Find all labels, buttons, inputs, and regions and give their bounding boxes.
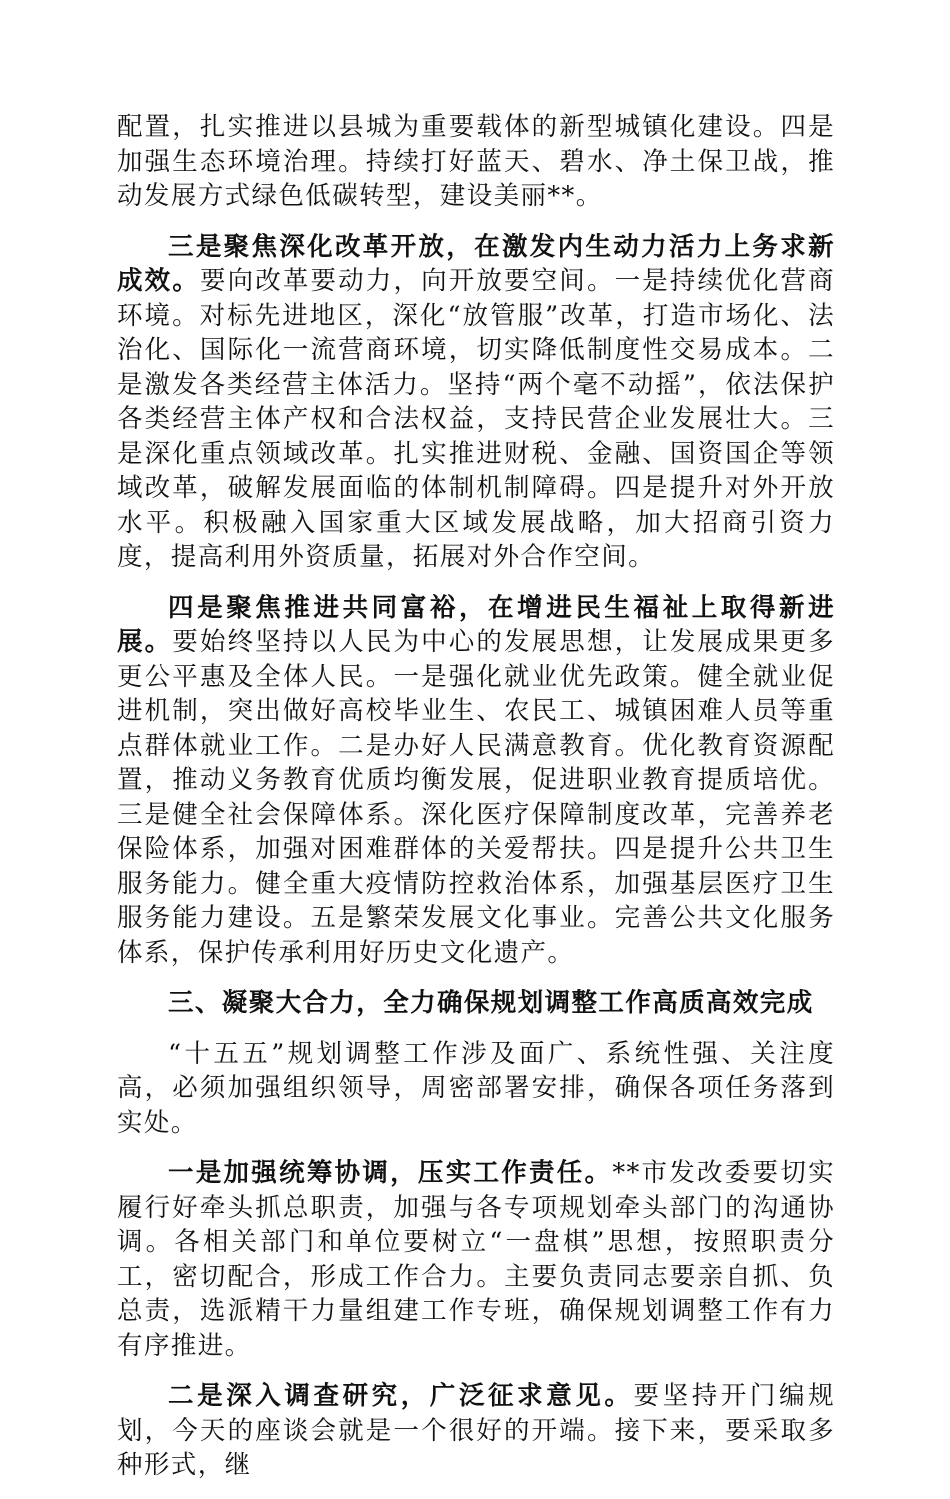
paragraph-text: **市发改委要切实履行好牵头抓总职责，加强与各专项规划牵头部门的沟通协调。各相关部门和单位要树立“一盘棋”思想，按照职责分工，密切配合，形成工作合力。主要负责同志要亲自抓、负总责，选派精干力量组建工作专班，确保规划调整工作有力有序推进。: [117, 1158, 835, 1361]
paragraph-lead: 二是深入调查研究，广泛征求意见。: [168, 1381, 634, 1411]
paragraph-text: 要向改革要动力，向开放要空间。一是持续优化营商环境。对标先进地区，深化“放管服”改革，打造市场化、法治化、国际化一流营商环境，切实降低制度性交易成本。二是激发各类经营主体活力。坚持“两个毫不动摇”，依法保护各类经营主体产权和合法权益，支持民营企业发展壮大。三是深化重点领域改革。扎实推进财税、金融、国资国企等领域改革，破解发展面临的体制机制障碍。四是提升对外开放水平。积极融入国家重大区域发展战略，加大招商引资力度，提高利用外资质量，拓展对外合作空间。: [117, 266, 836, 572]
paragraph-continuation: [117, 110, 835, 214]
document-body: [117, 110, 835, 1499]
paragraph-lead: 四是聚焦推进共同富裕，在增进民生福祉上取得新进展。: [117, 592, 835, 657]
paragraph-text: 配置，扎实推进以县城为重要载体的新型城镇化建设。四是加强生态环境治理。持续打好蓝天、碧水、净土保卫战，推动发展方式绿色低碳转型，建设美丽**。: [117, 112, 835, 211]
paragraph-coordination: [117, 1156, 835, 1363]
paragraph-lead: 三是聚焦深化改革开放，在激发内生动力活力上务求新成效。: [117, 231, 835, 296]
paragraph-reform-opening: [117, 230, 835, 575]
paragraph-text: 要坚持开门编规划，今天的座谈会就是一个很好的开端。接下来，要采取多种形式，继: [117, 1381, 835, 1480]
paragraph-lead: 一是加强统筹协调，压实工作责任。: [168, 1158, 613, 1188]
section-heading: 三、凝聚大合力，全力确保规划调整工作高质高效完成: [168, 988, 814, 1018]
paragraph-research: [117, 1379, 835, 1483]
paragraph-text: 要始终坚持以人民为中心的发展思想，让发展成果更多更公平惠及全体人民。一是强化就业优先政策。健全就业促进机制，突出做好高校毕业生、农民工、城镇困难人员等重点群体就业工作。二是办好人民满意教育。优化教育资源配置，推动义务教育优质均衡发展，促进职业教育提质培优。三是健全社会保障体系。深化医疗保障制度改革，完善养老保险体系，加强对困难群体的关爱帮扶。四是提升公共卫生服务能力。健全重大疫情防控救治体系，加强基层医疗卫生服务能力建设。五是繁荣发展文化事业。完善公共文化服务体系，保护传承利用好历史文化遗产。: [117, 627, 835, 968]
section-intro: “十五五”规划调整工作涉及面广、系统性强、关注度高，必须加强组织领导，周密部署安排，确保各项任务落到实处。: [117, 1038, 835, 1138]
paragraph-common-prosperity: [117, 591, 835, 971]
